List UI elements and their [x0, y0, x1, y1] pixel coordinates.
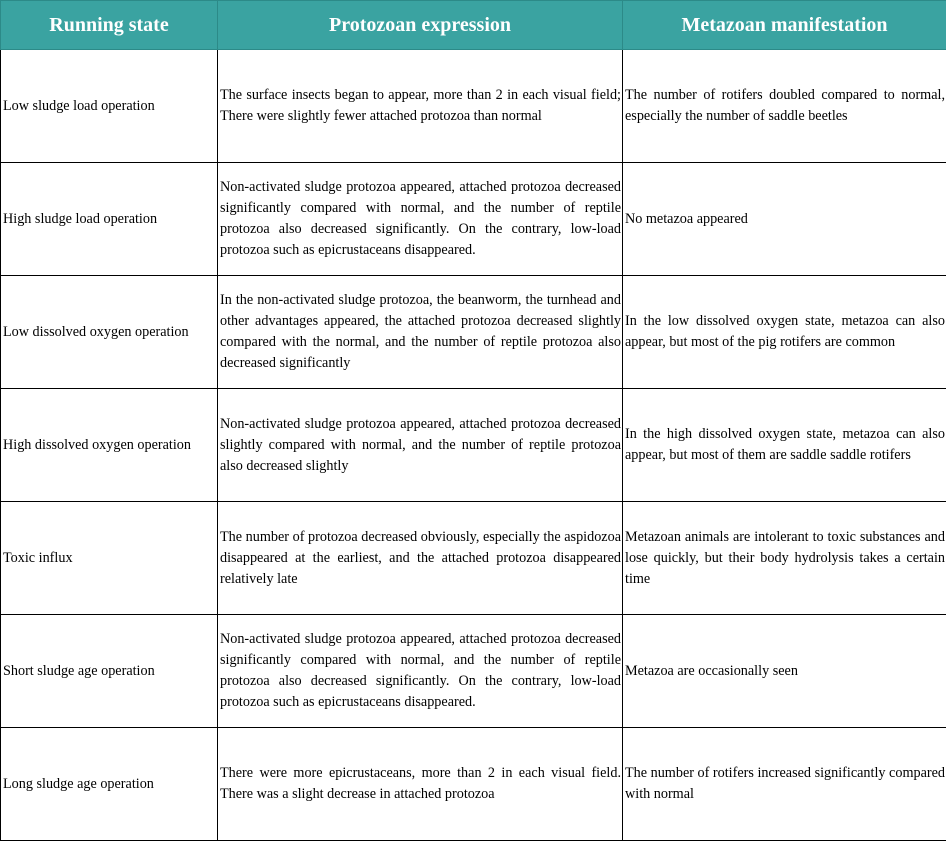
protozoan-cell: The number of protozoa decreased obviously, especially the aspidozoa disappeared at the earliest, and the attached protozoa disappeared relatively late — [218, 502, 623, 615]
protozoan-cell: Non-activated sludge protozoa appeared, attached protozoa decreased significantly compared with normal, and the number of reptile protozoa also decreased significantly. On the contrary, low-load protozoa such as epicrustaceans disappeared. — [218, 615, 623, 728]
header-running-state: Running state — [1, 1, 218, 50]
metazoan-cell: The number of rotifers increased significantly compared with normal — [623, 728, 946, 841]
protozoan-cell: There were more epicrustaceans, more than 2 in each visual field. There was a slight decrease in attached protozoa — [218, 728, 623, 841]
running-state-cell: Toxic influx — [1, 502, 218, 615]
metazoan-cell: Metazoan animals are intolerant to toxic substances and lose quickly, but their body hydrolysis takes a certain time — [623, 502, 946, 615]
running-state-cell: Low sludge load operation — [1, 50, 218, 163]
table-body — [1, 50, 946, 841]
table-row — [1, 615, 946, 728]
table-row — [1, 276, 946, 389]
running-state-cell: Low dissolved oxygen operation — [1, 276, 218, 389]
header-protozoan-expression: Protozoan expression — [218, 1, 623, 50]
metazoan-cell: The number of rotifers doubled compared to normal, especially the number of saddle beetles — [623, 50, 946, 163]
running-state-cell: Long sludge age operation — [1, 728, 218, 841]
protozoan-cell: The surface insects began to appear, more than 2 in each visual field; There were slightly fewer attached protozoa than normal — [218, 50, 623, 163]
table-row — [1, 728, 946, 841]
table-header — [1, 1, 946, 50]
header-row — [1, 1, 946, 50]
table-row — [1, 50, 946, 163]
running-state-cell: High dissolved oxygen operation — [1, 389, 218, 502]
header-metazoan-manifestation: Metazoan manifestation — [623, 1, 946, 50]
metazoan-cell: Metazoa are occasionally seen — [623, 615, 946, 728]
table-row — [1, 163, 946, 276]
protozoan-cell: Non-activated sludge protozoa appeared, attached protozoa decreased significantly compared with normal, and the number of reptile protozoa also decreased significantly. On the contrary, low-load protozoa such as epicrustaceans disappeared. — [218, 163, 623, 276]
metazoan-cell: In the low dissolved oxygen state, metazoa can also appear, but most of the pig rotifers are common — [623, 276, 946, 389]
running-state-cell: High sludge load operation — [1, 163, 218, 276]
metazoan-cell: In the high dissolved oxygen state, metazoa can also appear, but most of them are saddle saddle rotifers — [623, 389, 946, 502]
running-state-cell: Short sludge age operation — [1, 615, 218, 728]
protozoan-cell: Non-activated sludge protozoa appeared, attached protozoa decreased slightly compared with normal, and the number of reptile protozoa also decreased slightly — [218, 389, 623, 502]
metazoan-cell: No metazoa appeared — [623, 163, 946, 276]
table-row — [1, 389, 946, 502]
protozoan-cell: In the non-activated sludge protozoa, the beanworm, the turnhead and other advantages appeared, the attached protozoa decreased slightly compared with the normal, and the number of reptile protozoa also decreased significantly — [218, 276, 623, 389]
table-row — [1, 502, 946, 615]
